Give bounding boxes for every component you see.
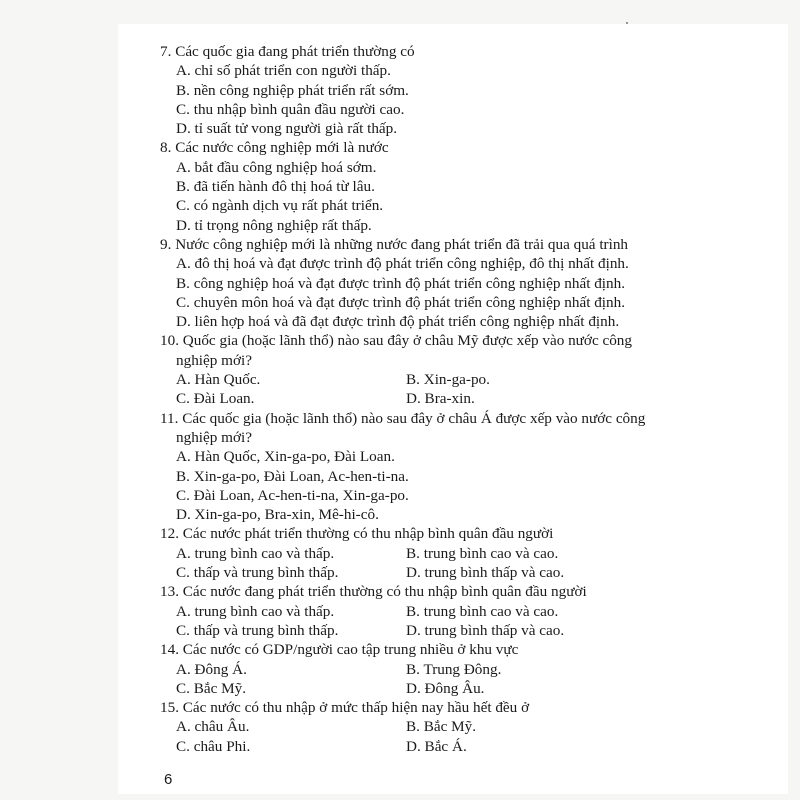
answer-option: A. châu Âu.	[176, 718, 250, 736]
answer-option: A. Đông Á.	[176, 660, 247, 678]
question-stem: 12. Các nước phát triển thường có thu nhập bình quân đầu người	[160, 525, 554, 543]
question-stem: 15. Các nước có thu nhập ở mức thấp hiện nay hầu hết đều ở	[160, 699, 530, 717]
question-stem: 10. Quốc gia (hoặc lãnh thổ) nào sau đây ở châu Mỹ được xếp vào nước công	[160, 332, 632, 350]
answer-option: A. Hàn Quốc.	[176, 371, 261, 389]
question-stem: 8. Các nước công nghiệp mới là nước	[160, 139, 389, 157]
answer-option: D. liên hợp hoá và đã đạt được trình độ phát triển công nghiệp nhất định.	[176, 313, 620, 331]
answer-option: A. bắt đầu công nghiệp hoá sớm.	[176, 158, 377, 176]
answer-option: D. Đông Âu.	[406, 679, 485, 697]
answer-option: B. Xin-ga-po, Đài Loan, Ac-hen-ti-na.	[176, 467, 409, 485]
question-8	[160, 138, 720, 234]
question-10	[160, 331, 720, 408]
question-stem: 14. Các nước có GDP/người cao tập trung nhiều ở khu vực	[160, 641, 519, 659]
answer-option-row	[160, 660, 720, 679]
answer-option: A. đô thị hoá và đạt được trình độ phát triển công nghiệp, đô thị nhất định.	[176, 255, 629, 273]
answer-option: C. có ngành dịch vụ rất phát triển.	[176, 197, 384, 215]
answer-option-row	[160, 679, 720, 698]
question-9	[160, 235, 720, 331]
answer-option: C. Đài Loan, Ac-hen-ti-na, Xin-ga-po.	[176, 486, 409, 504]
question-stem: 13. Các nước đang phát triển thường có thu nhập bình quân đầu người	[160, 583, 587, 601]
question-stem: 7. Các quốc gia đang phát triển thường có	[160, 43, 415, 60]
answer-option: C. Đài Loan.	[176, 390, 255, 408]
question-12	[160, 524, 720, 582]
answer-option: A. trung bình cao và thấp.	[176, 544, 335, 562]
answer-option-row	[160, 389, 720, 408]
answer-option: D. Xin-ga-po, Bra-xin, Mê-hi-cô.	[176, 506, 379, 524]
answer-option: D. Bra-xin.	[406, 390, 475, 408]
answer-option: D. trung bình thấp và cao.	[406, 564, 565, 582]
question-stem: 9. Nước công nghiệp mới là những nước đang phát triển đã trải qua quá trình	[160, 235, 629, 253]
question-7	[160, 42, 720, 138]
answer-option: B. Trung Đông.	[406, 660, 502, 678]
answer-option: B. đã tiến hành đô thị hoá từ lâu.	[176, 178, 375, 196]
question-14	[160, 640, 720, 698]
answer-option: C. thu nhập bình quân đầu người cao.	[176, 100, 405, 118]
answer-option-row	[160, 544, 720, 563]
question-15	[160, 698, 720, 756]
answer-option: C. chuyên môn hoá và đạt được trình độ phát triển công nghiệp nhất định.	[176, 293, 626, 311]
answer-option: D. tỉ trọng nông nghiệp rất thấp.	[176, 216, 372, 234]
page-speck	[626, 22, 628, 24]
answer-option: B. công nghiệp hoá và đạt được trình độ phát triển công nghiệp nhất định.	[176, 274, 626, 292]
answer-option: B. trung bình cao và cao.	[406, 544, 559, 562]
question-stem-continued: nghiệp mới?	[176, 351, 252, 369]
answer-option: C. thấp và trung bình thấp.	[176, 621, 339, 639]
question-stem: 11. Các quốc gia (hoặc lãnh thổ) nào sau đây ở châu Á được xếp vào nước công	[160, 409, 646, 427]
answer-option: B. trung bình cao và cao.	[406, 602, 559, 620]
answer-option-row	[160, 370, 720, 389]
answer-option-row	[160, 621, 720, 640]
answer-option: A. Hàn Quốc, Xin-ga-po, Đài Loan.	[176, 448, 395, 466]
answer-option: A. chỉ số phát triển con người thấp.	[176, 62, 391, 80]
question-13	[160, 582, 720, 640]
question-list	[160, 42, 720, 756]
answer-option: B. nền công nghiệp phát triển rất sớm.	[176, 81, 409, 99]
page-number: 6	[164, 771, 173, 788]
answer-option: C. Bắc Mỹ.	[176, 679, 247, 697]
question-11	[160, 409, 720, 525]
question-stem-continued: nghiệp mới?	[176, 428, 252, 446]
answer-option-row	[160, 717, 720, 736]
answer-option: B. Xin-ga-po.	[406, 371, 490, 389]
answer-option: D. trung bình thấp và cao.	[406, 621, 565, 639]
answer-option: C. thấp và trung bình thấp.	[176, 564, 339, 582]
answer-option: D. tỉ suất tử vong người già rất thấp.	[176, 120, 398, 138]
answer-option: D. Bắc Á.	[406, 737, 467, 755]
answer-option: B. Bắc Mỹ.	[406, 718, 477, 736]
answer-option: C. châu Phi.	[176, 737, 251, 755]
answer-option: A. trung bình cao và thấp.	[176, 602, 335, 620]
answer-option-row	[160, 737, 720, 756]
answer-option-row	[160, 563, 720, 582]
answer-option-row	[160, 602, 720, 621]
